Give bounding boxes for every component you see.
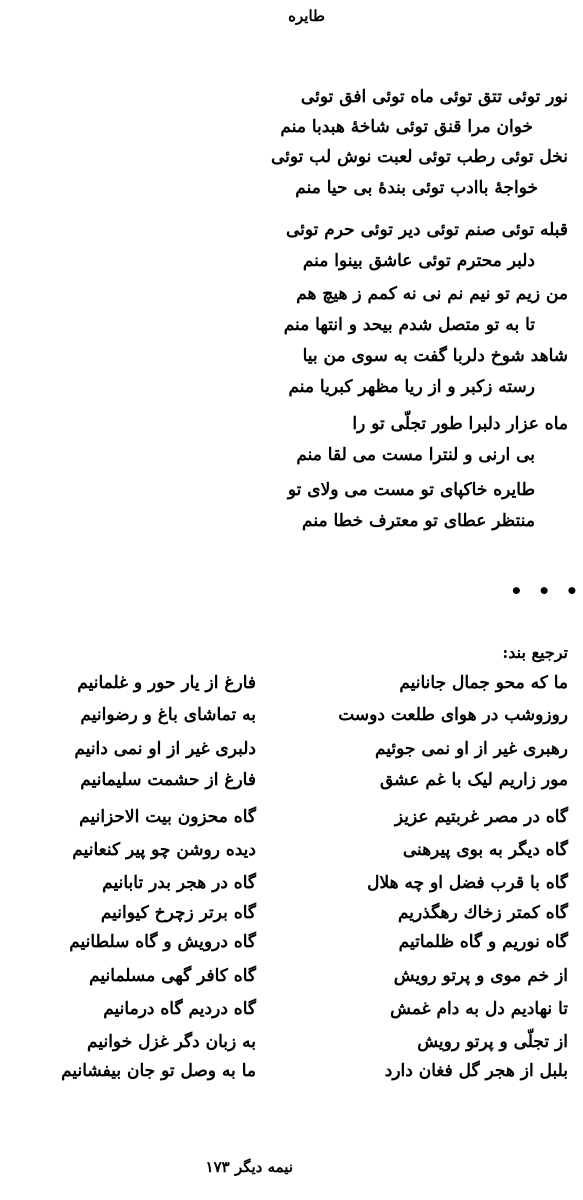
verse-line: از تجلّی و پرتو رویش (417, 1032, 568, 1052)
verse-line: گاه درویش و گاه سلطانیم (69, 932, 256, 952)
poem-line: نخل توئی رطب توئی لعبت نوش لب توئی (270, 147, 568, 167)
verse-line: فارغ از یار حور و غلمانیم (77, 673, 256, 693)
verse-line: مور زاریم لیک با غم عشق (379, 770, 568, 790)
poem-line: قبله توئی صنم توئی دیر توئی حرم توئی (285, 220, 568, 240)
verse-line: گاه کافر گهی مسلمانیم (89, 966, 256, 986)
verse-line: گاه محزون بیت الاحزانیم (79, 807, 256, 827)
verse-line: به زبان دگر غزل خوانیم (87, 1032, 256, 1052)
poem-line: خواجهٔ باادب توئی بندهٔ بی حیا منم (295, 178, 538, 198)
poem-line: من زیم تو نیم نم نی نه کمم ز هیچ هم (296, 284, 568, 304)
verse-line: ما به وصل تو جان بیفشانیم (61, 1061, 256, 1081)
page-footer: نیمه دیگر ۱۷۳ (205, 1158, 293, 1176)
verse-line: گاه کمتر زخاك رهگذریم (397, 903, 568, 923)
poem-line: نور توئی تتق توئی ماه توئی افق توئی (300, 87, 568, 107)
verse-line: تا نهادیم دل به دام غمش (390, 999, 568, 1019)
verse-line: به تماشای باغ و رضوانیم (80, 705, 256, 725)
poem-line: ماه عزار دلبرا طور تجلّی تو را (352, 414, 568, 434)
verse-line: دیده روشن چو پیر کنعانیم (72, 840, 256, 860)
poem-line: تا به تو متصل شدم بیحد و انتها منم (283, 315, 535, 335)
poem-line: دلبر محترم توئی عاشق بینوا منم (302, 251, 535, 271)
verse-line: رهبری غیر از او نمی جوئیم (374, 739, 568, 759)
poem-line: شاهد شوخ دلربا گفت به سوی من بیا (302, 346, 568, 366)
verse-line: فارغ از حشمت سلیمانیم (80, 770, 256, 790)
verse-line: روزوشب در هوای طلعت دوست (338, 705, 568, 725)
poem-line: طایره خاکپای تو مست می ولای تو (287, 480, 535, 500)
verse-line: گاه برتر زچرخ کیوانیم (100, 903, 256, 923)
poem-line: رسته زکبر و از ریا مظهر کبریا منم (288, 377, 535, 397)
poem-line: خوان مرا قنق توئی شاخهٔ هبدبا منم (280, 117, 533, 137)
poem-line: بی ارنی و لنترا مست می لقا منم (296, 445, 535, 465)
verse-line: ما که محو جمال جانانیم (399, 673, 568, 693)
verse-line: گاه دیگر به بوی پیرهنی (402, 840, 568, 860)
verse-line: از خم موی و پرتو رویش (393, 966, 568, 986)
verse-line: گاه با قرب فضل او چه هلال (367, 873, 568, 893)
verse-line: گاه نوریم و گاه ظلماتیم (398, 932, 568, 952)
verse-line: بلبل از هجر گل فغان دارد (384, 1061, 568, 1081)
tarjiband-label: ترجیع بند: (502, 643, 568, 662)
verse-line: گاه در مصر غربتیم عزیز (394, 807, 568, 827)
verse-line: گاه دردیم گاه درمانیم (103, 999, 256, 1019)
page-title: طایره (288, 7, 325, 25)
poem-line: منتظر عطای تو معترف خطا منم (302, 511, 535, 531)
section-separator: • • • (510, 579, 583, 603)
verse-line: گاه در هجر بدر تابانیم (102, 873, 256, 893)
verse-line: دلبری غیر از او نمی دانیم (74, 739, 256, 759)
